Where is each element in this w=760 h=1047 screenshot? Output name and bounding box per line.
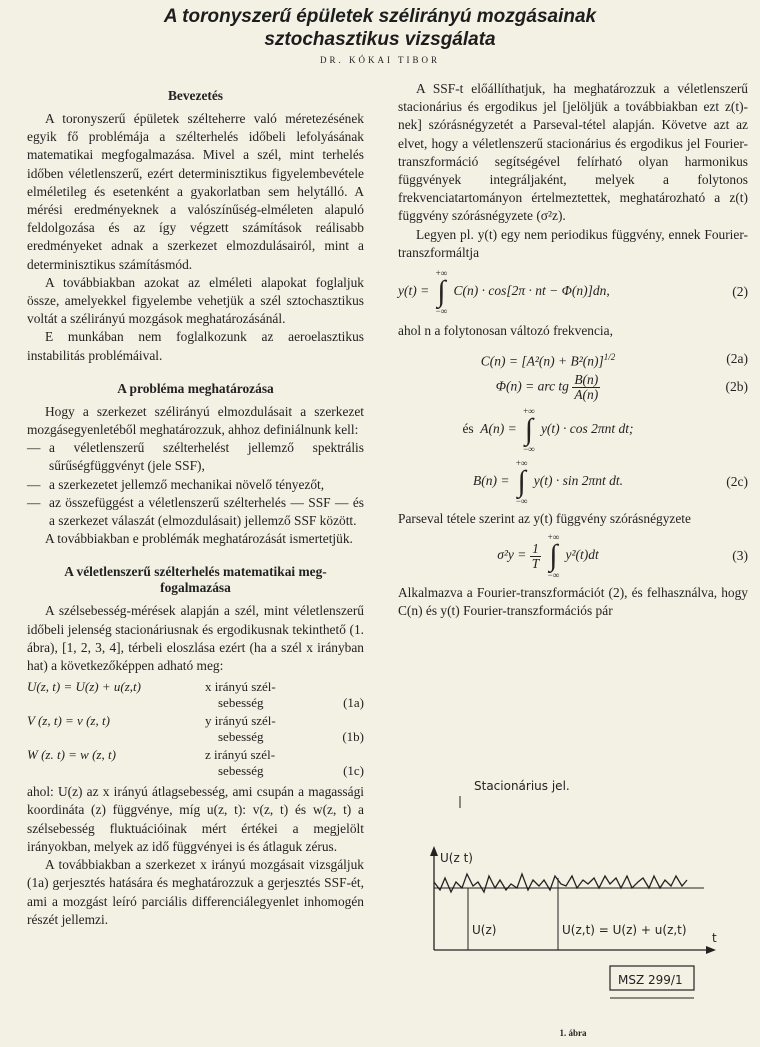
right-column [398,80,748,621]
heading-math-line-1: A véletlenszerű szélterhelés matematikai meg- [64,564,327,580]
mean-label: U(z) [472,923,497,937]
paragraph: A szélsebesség-mérések alapján a szél, mint véletlenszerű időbeli jelenség stacionáriusnak és ergodikusnak tekinthető (1. ábra), [1, 2, 3, 4], térbeli eloszlása ezért (ha a szél x irányban hat) a következőképpen adható meg: [27,603,364,674]
paragraph: A továbbiakban a szerkezet x irányú mozgásait vizsgáljuk (1a) gerjesztés hatására és meghatározzuk a gerjesztés SSF-ét, ami a mozgást leíró parciális differenciálegyenlet inhomogén részét jellemzi. [27,857,364,927]
list-item: — az összefüggést a véletlenszerű szélterhelés — SSF — és a szerkezet válaszát (elmozdulásait) jellemző SSF között. [27,494,364,529]
t-axis-arrow [706,946,716,954]
paragraph: Alkalmazva a Fourier-transzformációt (2), és felhasználva, hogy C(n) és y(t) Fourier-transzformációs pár [398,585,748,619]
paragraph: Legyen pl. y(t) egy nem periodikus függvény, ennek Fourier-transzformáltja [398,226,748,260]
equation-1a: U(z, t) = U(z) + u(z,t) x irányú szél- sebesség (1a) [27,679,364,711]
heading-problem: A probléma meghatározása [117,380,274,396]
paragraph: E munkában nem foglalkozunk az aeroelasztikus instabilitás problémáival. [27,329,364,363]
figure-1 [398,770,748,1047]
fraction: $\frac{1}{T}$ [531,540,540,571]
signal-curve [434,874,687,892]
velocity-equations [27,679,364,779]
equation-2a: $C(n) = [A^2(n) + B^2(n)]^{1/2}$ (2a) [480,351,748,369]
y-axis-arrow [430,846,438,856]
left-column [27,80,364,929]
integral-sign: +∞ ∫ −∞ [523,405,535,454]
equation-2b: Φ(n) = arc tg $\frac{B(n)}{A(n)}$ (2b) [495,371,748,402]
stationary-signal-diagram [398,770,748,1028]
paragraph: Hogy a szerkezet szélirányú elmozdulásait a szerkezet mozgásegyenletéből meghatározzuk, ahhoz definiálnunk kell: [27,403,364,438]
standard-stamp-text: MSZ 299/1 [618,973,683,987]
integral-sign: +∞ ∫ −∞ [515,457,528,506]
author: DR. KÓKAI TIBOR [319,55,441,65]
equation-A: és A(n) = +∞ ∫ −∞ y(t) · cos 2πnt dt; [462,405,634,454]
paragraph: ahol: U(z) az x irányú átlagsebesség, ami csupán a magassági koordináta (z) függvénye, míg u(z, t): v(z, t) és w(z, t) a szélsebesség fluktuációinak mért értékei a megjelölt irányokban, melyek az idő függvényei is és átlaguk zérus. [27,784,364,854]
list-item: — a szerkezetet jellemző mechanikai növelő tényezőt, [27,476,325,492]
heading-intro: Bevezetés [167,88,223,103]
paragraph: A továbbiakban azokat az elméleti alapokat foglaljuk össze, amelyekkel figyelembe vehetjük a szél sztochasztikus voltát a szélirányú mozgások meghatározásánál. [27,274,364,327]
paragraph: ahol n a folytonosan változó frekvencia, [398,323,613,339]
list-item: — a véletlenszerű szélterhelést jellemző spektrális sűrűségfüggvényt (jele SSF), [27,440,364,474]
t-axis-label: t [712,931,717,945]
paragraph: Parseval tétele szerint az y(t) függvény szórásnégyzete [398,510,691,526]
equation-3: σ²y = $\frac{1}{T}$ +∞ ∫ −∞ y²(t)dt (3) [497,532,748,581]
integral-sign: +∞ ∫ −∞ [435,268,448,317]
equation-2: y(t) = +∞ ∫ −∞ C(n) · cos[2π · nt − Φ(n)]dn, (2) [398,268,748,317]
y-axis-label: U(z t) [440,851,473,865]
paragraph: A továbbiakban e problémák meghatározását ismertetjük. [45,531,353,547]
integral-sign: +∞ ∫ −∞ [547,532,560,581]
paragraph: A SSF-t előállíthatjuk, ha meghatározzuk a véletlenszerű stacionárius és ergodikus jel [jelöljük a továbbiakban ezt z(t)-nek] szórásnégyzetét a Parseval-tétel alapján. Követve azt az elvet, hogy a véletlenszerű stacionárius és ergodikus jel Fourier-transzformáció segítségével felírható olyan harmonikus függvények integráljaként, melyek a folytonos frekvenciatartományon értelmeztettek, meghatározható a z(t) függvény szórásnégyzete (σ²z). [398,81,748,224]
figure-caption: 1. ábra [559,1028,587,1038]
paragraph: A toronyszerű épületek szélteherre való méretezésének egyik fő problémája a szélterhelés időbeli lefolyásának matematikai megfogalmazása. Mivel a szél, mint terhelés időben véletlenszerű, ezért determinisztikus figyelembevétele elméletileg és esetenként a gyakorlatban sem helytálló. A mérési eredményeknek a valószínűség-elméleten alapuló feldolgozása és az így végzett számítások reálisabb eredményeket adnak a szerkezet elmozdulásairól, mint a determinisztikus számításmód. [27,111,364,272]
signal-equation-label: U(z,t) = U(z) + u(z,t) [562,923,687,937]
equation-1c: W (z. t) = w (z, t) z irányú szél- sebesség (1c) [27,747,364,779]
equation-2c: B(n) = +∞ ∫ −∞ y(t) · sin 2πnt dt. (2c) [473,457,748,506]
figure-title: Stacionárius jel. [474,779,570,793]
article-title-line-2: sztochasztikus vizsgálata [264,29,496,50]
equation-1b: V (z, t) = v (z, t) y irányú szél- sebesség (1b) [27,713,364,745]
article-title-line-1: A toronyszerű épületek szélirányú mozgásainak [163,6,597,27]
fraction: $\frac{B(n)}{A(n)}$ [574,371,599,402]
heading-math-line-2: fogalmazása [160,580,231,596]
